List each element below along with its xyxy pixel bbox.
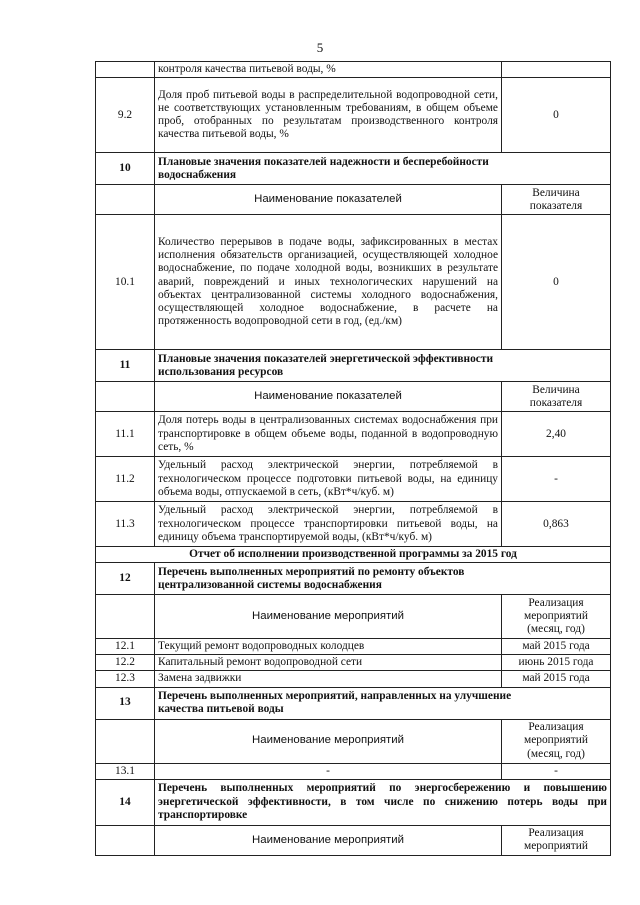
column-header-value: Реализация мероприятий (месяц, год) <box>502 595 611 639</box>
column-header-row <box>96 185 611 215</box>
section-title <box>155 563 611 595</box>
column-header-row <box>96 382 611 412</box>
table-row <box>96 215 611 350</box>
row-value: май 2015 года <box>502 671 611 687</box>
row-value: июнь 2015 года <box>502 655 611 671</box>
empty-cell <box>96 595 155 639</box>
row-description: контроля качества питьевой воды, % <box>155 62 502 78</box>
report-title: Отчет об исполнении производственной программы за 2015 год <box>96 547 611 563</box>
column-header-name: Наименование мероприятий <box>155 825 502 855</box>
section-title-line: Перечень выполненных мероприятий, направленных на улучшение <box>158 689 512 702</box>
indicators-table <box>95 61 611 856</box>
section-title-line: централизованной системы водоснабжения <box>158 578 382 591</box>
section-title <box>155 687 611 719</box>
column-header-name: Наименование мероприятий <box>155 719 502 763</box>
section-title-line: Плановые значения показателей энергетической эффективности <box>158 352 494 365</box>
row-value: 0,863 <box>502 502 611 547</box>
row-description: - <box>155 763 502 779</box>
column-header-name: Наименование мероприятий <box>155 595 502 639</box>
empty-cell <box>96 825 155 855</box>
section-title-line: использования ресурсов <box>158 365 284 378</box>
row-description: Доля потерь воды в централизованных системах водоснабжения при транспортировке в общем объеме воды, поданной в водопроводную сеть, % <box>155 412 502 457</box>
section-header-row <box>96 350 611 382</box>
row-value: май 2015 года <box>502 639 611 655</box>
report-title-row <box>96 547 611 563</box>
table-row <box>96 655 611 671</box>
empty-cell <box>96 719 155 763</box>
row-description: Количество перерывов в подаче воды, зафиксированных в местах исполнения обязательств организацией, осуществляющей холодное водоснабжение, по подаче холодной воды, возникших в результате аварий, повреждений и иных технологических нарушений на объектах централизованной системы холодного водоснабжения, осуществляющей холодное водоснабжение, в расчете на протяженность водопроводной сети в год, (ед./км) <box>155 215 502 350</box>
column-header-name: Наименование показателей <box>155 185 502 215</box>
row-number: 12.2 <box>96 655 155 671</box>
column-header-value: Величина показателя <box>502 382 611 412</box>
row-value: 0 <box>502 215 611 350</box>
section-title <box>155 350 611 382</box>
row-number: 11.2 <box>96 457 155 502</box>
column-header-value: Реализация мероприятий (месяц, год) <box>502 719 611 763</box>
section-number: 11 <box>96 350 155 382</box>
row-description: Текущий ремонт водопроводных колодцев <box>155 639 502 655</box>
section-header-row <box>96 687 611 719</box>
column-header-value: Величина показателя <box>502 185 611 215</box>
section-title-line: качества питьевой воды <box>158 703 284 716</box>
row-value: - <box>502 457 611 502</box>
row-description: Капитальный ремонт водопроводной сети <box>155 655 502 671</box>
column-header-row <box>96 595 611 639</box>
column-header-name: Наименование показателей <box>155 382 502 412</box>
row-number <box>96 62 155 78</box>
row-number: 9.2 <box>96 78 155 153</box>
table-row <box>96 502 611 547</box>
row-description: Удельный расход электрической энергии, потребляемой в технологическом процессе транспортировки питьевой воды, на единицу объема транспортируемой воды, (кВт*ч/куб. м) <box>155 502 502 547</box>
row-value <box>502 62 611 78</box>
row-number: 11.3 <box>96 502 155 547</box>
row-description: Доля проб питьевой воды в распределительной водопроводной сети, не соответствующих установленным требованиям, в общем объеме проб, отобранных по результатам производственного контроля качества питьевой воды, % <box>155 78 502 153</box>
row-number: 12.3 <box>96 671 155 687</box>
table-row <box>96 457 611 502</box>
column-header-row <box>96 719 611 763</box>
column-header-value: Реализация мероприятий <box>502 825 611 855</box>
section-header-row <box>96 563 611 595</box>
section-header-row <box>96 779 611 825</box>
section-number: 13 <box>96 687 155 719</box>
section-number: 10 <box>96 153 155 185</box>
column-header-row <box>96 825 611 855</box>
row-value: - <box>502 763 611 779</box>
row-number: 10.1 <box>96 215 155 350</box>
row-number: 12.1 <box>96 639 155 655</box>
section-header-row <box>96 153 611 185</box>
section-title <box>155 153 611 185</box>
empty-cell <box>96 185 155 215</box>
section-number: 12 <box>96 563 155 595</box>
table-row <box>96 412 611 457</box>
table-row <box>96 78 611 153</box>
row-value: 0 <box>502 78 611 153</box>
section-title-line: Плановые значения показателей надежности и бесперебойности <box>158 155 489 168</box>
section-title-line: водоснабжения <box>158 168 237 181</box>
table-row <box>96 763 611 779</box>
table-row <box>96 639 611 655</box>
section-title: Перечень выполненных мероприятий по энергосбережению и повышению энергетической эффективности, в том числе по снижению потерь воды при транспортировке <box>155 779 611 825</box>
table-row <box>96 671 611 687</box>
table-row <box>96 62 611 78</box>
row-number: 13.1 <box>96 763 155 779</box>
section-number: 14 <box>96 779 155 825</box>
empty-cell <box>96 382 155 412</box>
row-description: Удельный расход электрической энергии, потребляемой в технологическом процессе подготовки питьевой воды, на единицу объема воды, отпускаемой в сеть, (кВт*ч/куб. м) <box>155 457 502 502</box>
page-number: 5 <box>316 40 324 55</box>
row-description: Замена задвижки <box>155 671 502 687</box>
section-title-line: Перечень выполненных мероприятий по ремонту объектов <box>158 565 465 578</box>
row-number: 11.1 <box>96 412 155 457</box>
row-value: 2,40 <box>502 412 611 457</box>
